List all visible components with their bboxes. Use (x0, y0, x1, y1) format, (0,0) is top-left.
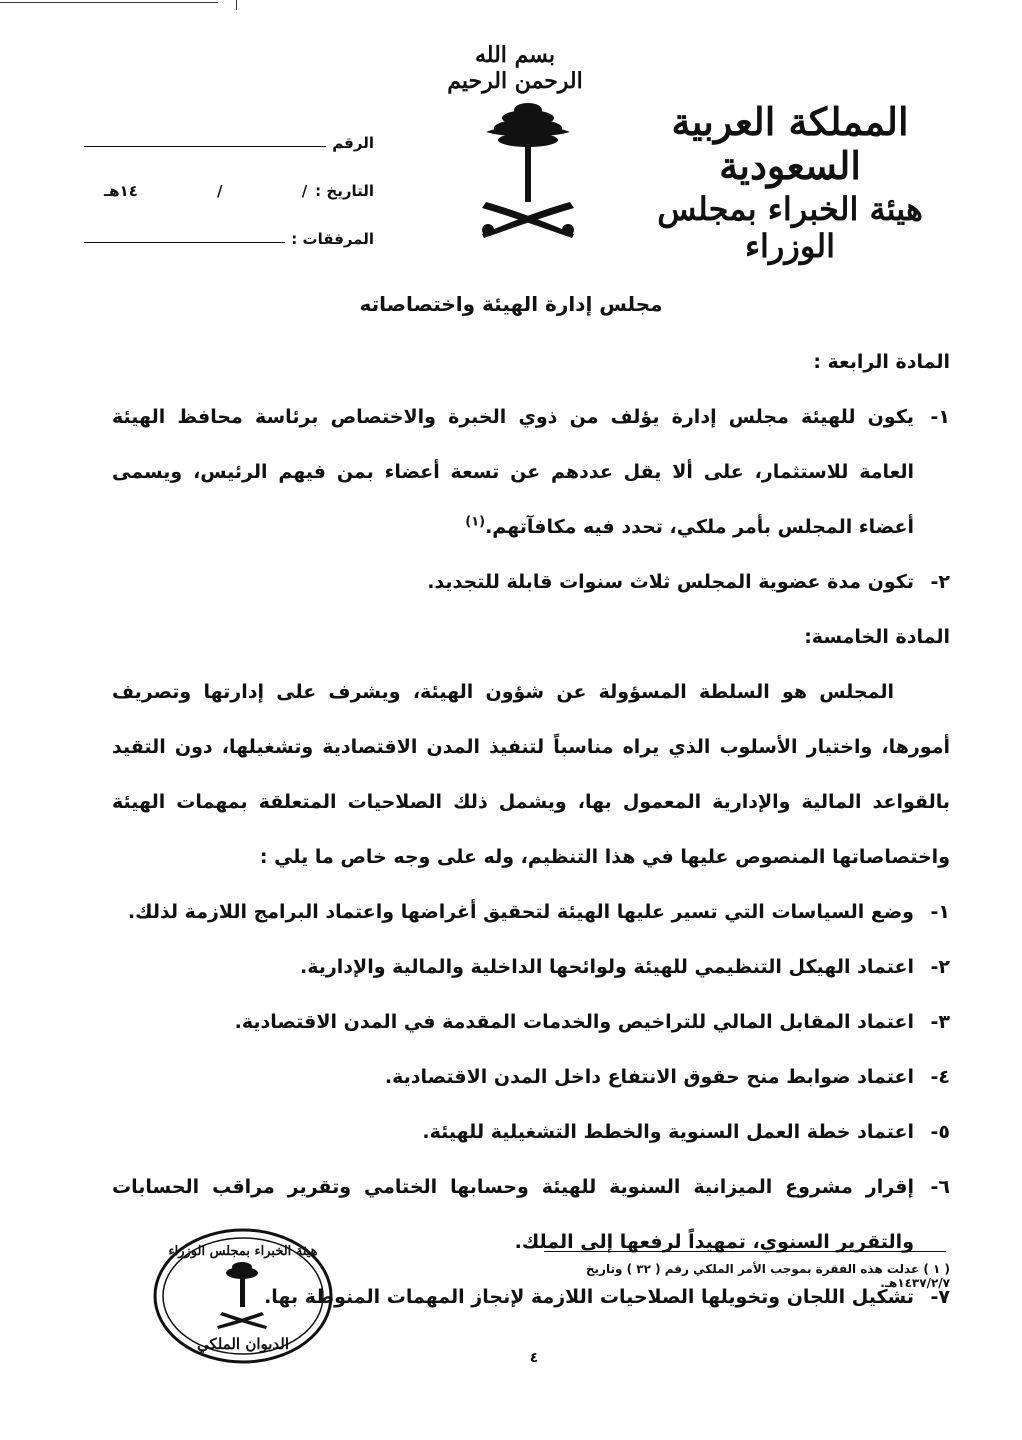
document-title: مجلس إدارة الهيئة واختصاصاته (359, 292, 663, 316)
date-year-suffix: ١٤هـ (104, 182, 138, 200)
item-number: ٢- (930, 956, 950, 978)
item-text: اعتماد ضوابط منح حقوق الانتفاع داخل المدن الاقتصادية. (384, 1066, 914, 1088)
attachments-line (84, 242, 285, 243)
date-row (84, 152, 374, 200)
stamp-top-text: هيئة الخبراء بمجلس الوزراء (168, 1244, 318, 1259)
letterhead-right (620, 100, 960, 265)
article-five-heading: المادة الخامسة: (804, 626, 950, 648)
article-four-item-2 (112, 555, 950, 610)
item-number: ١- (930, 901, 950, 923)
reference-label: الرقم (332, 134, 374, 152)
letterhead-left (84, 104, 374, 248)
bureau-name: هيئة الخبراء بمجلس الوزراء (657, 190, 923, 266)
item-text: اعتماد المقابل المالي للتراخيص والخدمات المقدمة في المدن الاقتصادية. (234, 1011, 914, 1033)
footnote: ( ١ ) عدلت هذه الفقرة بموجب الأمر الملكي رقم ( ٣٢ ) وتاريخ ١٤٣٧/٢/٧هـ. (585, 1262, 950, 1290)
item-number: ٧- (930, 1286, 950, 1308)
item-number: ٣- (930, 1011, 950, 1033)
attachments-row (84, 200, 374, 248)
attachments-label: المرفقات : (291, 230, 374, 248)
item-number: ٤- (930, 1066, 950, 1088)
page-number: ٤ (529, 1350, 539, 1366)
item-number: ٢- (930, 571, 950, 593)
reference-line (84, 146, 326, 147)
document-body (112, 335, 950, 1325)
date-slash: / (301, 182, 308, 200)
article-five-item-2 (112, 940, 950, 995)
top-edge-rule (0, 2, 218, 3)
item-text (112, 390, 914, 555)
article-five-item-4 (112, 1050, 950, 1105)
article-four-heading: المادة الرابعة : (813, 351, 950, 373)
date-slash: / (217, 182, 223, 200)
palm-and-swords-emblem-icon (476, 98, 580, 244)
footnote-reference: (١) (465, 514, 486, 530)
date-label: التاريخ : (315, 182, 374, 200)
item-text: إقرار مشروع الميزانية السنوية للهيئة وحسابها الختامي وتقرير مراقب الحسابات والتقرير السنوي، تمهيداً لرفعها إلى الملك. (112, 1176, 914, 1253)
article-five-intro: المجلس هو السلطة المسؤولة عن شؤون الهيئة، ويشرف على إدارتها وتصريف أمورها، واختيار الأسلوب الذي يراه مناسباً لتنفيذ المدن الاقتصادية وتشغيلها، دون التقيد بالقواعد المالية والإدارية المعمول بها، ويشمل ذلك الصلاحيات المتعلقة بمهمات الهيئة واختصاصاتها المنصوص عليها في هذا التنظيم، وله على وجه خاص ما يلي : (112, 681, 950, 868)
article-five-item-1 (112, 885, 950, 940)
stamp-bottom-text: الديوان الملكي (196, 1335, 290, 1353)
footnote-separator (544, 1251, 946, 1252)
item-text: وضع السياسات التي تسير عليها الهيئة لتحقيق أغراضها واعتماد البرامج اللازمة لذلك. (127, 901, 914, 923)
top-edge-tick (236, 0, 237, 10)
article-four-item-1 (112, 390, 950, 555)
article-five-item-5 (112, 1105, 950, 1160)
item-number: ٥- (930, 1121, 950, 1143)
item-number: ٦- (930, 1176, 950, 1198)
royal-seal-stamp-icon (150, 1225, 336, 1367)
item-text: اعتماد الهيكل التنظيمي للهيئة ولوائحها الداخلية والمالية والإدارية. (299, 956, 914, 978)
item-number: ١- (930, 406, 950, 428)
item-text: تشكيل اللجان وتخويلها الصلاحيات اللازمة لإنجاز المهمات المنوطة بها. (264, 1286, 914, 1308)
kingdom-name: المملكة العربية السعودية (671, 99, 909, 188)
basmala: بسم الله الرحمن الرحيم (447, 42, 583, 94)
item-text-body: يكون للهيئة مجلس إدارة يؤلف من ذوي الخبرة والاختصاص برئاسة محافظ الهيئة العامة للاستثمار، على ألا يقل عددهم عن تسعة أعضاء بمن فيهم الرئيس، ويسمى أعضاء المجلس بأمر ملكي، تحدد فيه مكافآتهم. (112, 406, 914, 538)
date-field (84, 182, 315, 200)
item-text: اعتماد خطة العمل السنوية والخطط التشغيلية للهيئة. (422, 1121, 914, 1143)
article-five-item-3 (112, 995, 950, 1050)
reference-row (84, 104, 374, 152)
item-text: تكون مدة عضوية المجلس ثلاث سنوات قابلة للتجديد. (427, 571, 914, 593)
